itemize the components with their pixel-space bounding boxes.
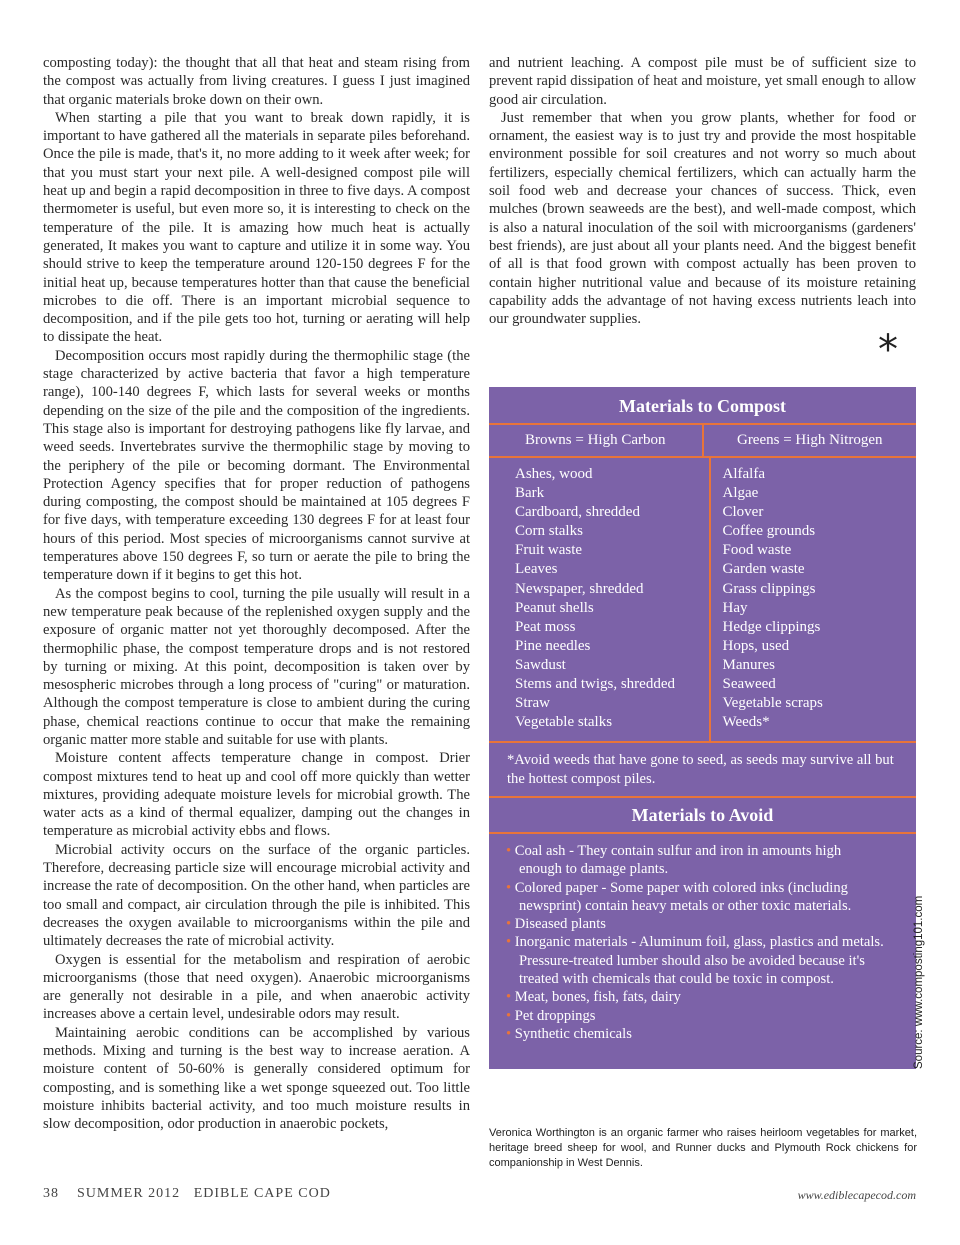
author-bio: Veronica Worthington is an organic farmer who raises heirloom vegetables for market, heritage breed sheep for wool, and Runner ducks and Plymouth Rock chickens for companionship in West Dennis. bbox=[489, 1127, 917, 1169]
paragraph: When starting a pile that you want to break down rapidly, it is important to have gathered all the materials in separate piles beforehand. Once the pile is made, that's it, no more adding to it week after week; for that you must start your next pile. A well-designed compost pile will heat up and begin a rapid decomposition in three to five days. A compost thermometer is useful, but even more so, it is interesting to check on the temperature of the pile. It is amazing how much heat is actually generated, It makes you want to capture and utilize it in some way. You should strive to keep the temperature around 120-150 degrees F for the initial heat up, because temperatures hotter than that cause the beneficial microbes to die off. There is an important microbial sequence to decomposition, and if the pile gets too hot, turning or aerating will help to dissipate the heat. bbox=[43, 109, 470, 346]
materials-lists bbox=[489, 458, 916, 741]
list-item: Stems and twigs, shredded bbox=[515, 676, 675, 693]
issue-label: SUMMER 2012 bbox=[77, 1186, 181, 1201]
end-mark-icon: * bbox=[878, 327, 898, 373]
avoid-item-text: Pet droppings bbox=[514, 1007, 596, 1024]
avoid-item-text: Inorganic materials - Aluminum foil, glass, plastics and metals. Pressure-treated lumber should also be avoided because it's treated with chemicals that could be toxic in compost. bbox=[514, 934, 884, 988]
list-item: Bark bbox=[515, 485, 545, 502]
paragraph: composting today): the thought that all that heat and steam rising from the compost was actually from living creatures. I guess I just imagined that organic materials broke down on their own. bbox=[43, 55, 470, 108]
magazine-name: EDIBLE CAPE COD bbox=[193, 1186, 331, 1201]
paragraph: and nutrient leaching. A compost pile must be of sufficient size to prevent rapid dissipation of heat and moisture, yet small enough to allow good air circulation. bbox=[489, 55, 916, 108]
list-item: Coffee grounds bbox=[722, 523, 816, 540]
paragraph: Moisture content affects temperature change in compost. Drier compost mixtures tend to heat up and cool off more quickly than wetter mixtures, providing adequate moisture levels for microbial growth. The water acts as a kind of thermal equalizer, damping out the changes in temperature as microbial activity ebbs and flows. bbox=[43, 750, 470, 840]
list-item: Food waste bbox=[722, 542, 792, 559]
column-headers bbox=[489, 425, 916, 456]
list-item: Vegetable stalks bbox=[515, 714, 613, 731]
list-item bbox=[505, 879, 886, 916]
list-item bbox=[505, 988, 886, 1006]
article-column-left bbox=[43, 54, 470, 1134]
list-item: Peanut shells bbox=[515, 599, 594, 616]
list-item: Hops, used bbox=[722, 637, 790, 654]
article-column-right bbox=[489, 54, 916, 328]
list-item: Sawdust bbox=[515, 656, 566, 673]
list-item: Seaweed bbox=[722, 676, 776, 693]
list-item: Weeds* bbox=[722, 714, 770, 731]
list-item: Alfalfa bbox=[722, 466, 765, 482]
list-item: Grass clippings bbox=[722, 580, 816, 597]
list-item bbox=[505, 1025, 886, 1043]
list-item: Newspaper, shredded bbox=[515, 580, 644, 597]
paragraph: Just remember that when you grow plants, whether for food or ornament, the easiest way is to just try and provide the most hospitable environment possible for soil creatures and not worry so much about fertilizers, especially chemical fertilizers, which can actually harm the soil food web and decrease your chances of success. Thick, even mulches (brown seaweeds are the best), and well-made compost, which is also a natural inoculation of the soil with microorganisms (gardeners' best friends), are just about all your plants need. And the biggest benefit of all is that food grown with compost actually has been proven to contain higher nutritional value and because of its moisture retaining capability adds the advantage of not having excess nutrients leach into our groundwater supplies. bbox=[489, 109, 916, 328]
sidebar-title: Materials to Compost bbox=[619, 396, 786, 416]
source-credit: Source: www.composting101.com bbox=[913, 895, 925, 1069]
greens-list bbox=[711, 458, 917, 741]
list-item: Hedge clippings bbox=[722, 618, 821, 635]
list-item: Hay bbox=[722, 599, 748, 616]
avoid-item-text: Synthetic chemicals bbox=[514, 1025, 632, 1042]
list-item: Algae bbox=[722, 485, 759, 502]
materials-sidebar bbox=[489, 387, 916, 1069]
list-item bbox=[505, 915, 886, 933]
browns-header: Browns = High Carbon bbox=[489, 425, 704, 456]
avoid-list bbox=[489, 834, 916, 1043]
list-item: Corn stalks bbox=[515, 523, 583, 540]
bullet-icon: • bbox=[506, 843, 512, 859]
list-item: Manures bbox=[722, 656, 775, 673]
list-item: Peat moss bbox=[515, 618, 576, 635]
paragraph: Microbial activity occurs on the surface of the organic particles. Therefore, decreasing particle size will encourage microbial activity and increase the rate of decomposition. On the other hand, when particles are too small and compact, air circulation through the pile is inhibited. This decreases the oxygen available to microorganisms within the pile and ultimately decreases the rate of microbial activity. bbox=[43, 841, 470, 950]
page-number: 38 bbox=[43, 1186, 59, 1201]
browns-list bbox=[489, 458, 711, 741]
bullet-icon: • bbox=[506, 934, 512, 951]
list-item bbox=[505, 842, 886, 879]
list-item bbox=[505, 1007, 886, 1025]
paragraph: Decomposition occurs most rapidly during the thermophilic stage (the stage characterized by active bacteria that favor a high temperature range), 100-140 degrees F, which lasts for several weeks or months depending on the size of the pile and the composition of the ingredients. This stage also is important for destroying pathogens like fly larvae, and weed seeds. Invertebrates survive the thermophilic stage by moving to the periphery of the pile or becoming dormant. The Environmental Protection Agency specifies that for proper reduction of pathogens during composting, the compost should be maintained at 105 degrees F for five days, with temperature exceeding 130 degrees F for at least four hours of this period. Most species of microorganisms cannot survive at temperatures above 150 degrees F, so turn or aerate the pile to bring the temperature down if it begins to get this hot. bbox=[43, 347, 470, 584]
list-item: Cardboard, shredded bbox=[515, 504, 640, 521]
list-item: Ashes, wood bbox=[515, 466, 593, 482]
list-item: Pine needles bbox=[515, 637, 591, 654]
bullet-icon: • bbox=[506, 989, 512, 1006]
list-item: Straw bbox=[515, 695, 550, 712]
avoid-item-text: Colored paper - Some paper with colored inks (including newsprint) contain heavy metals or other toxic materials. bbox=[514, 879, 852, 914]
list-item: Clover bbox=[722, 504, 764, 521]
bullet-icon: • bbox=[506, 1025, 512, 1042]
paragraph: As the compost begins to cool, turning the pile usually will result in a new temperature peak because of the replenished oxygen supply and the exposure of organic matter not yet thoroughly decomposed. After the thermophilic phase, the compost temperature drops and is not restored by turning or mixing. At this point, decomposition is taken over by mesospheric microbes through a long process of "curing" or maturation. Although the compost temperature is close to ambient during the curing phase, chemical reactions continue to occur that make the remaining organic matter more stable and suitable for use with plants. bbox=[43, 585, 470, 748]
magazine-url: www.ediblecapecod.com bbox=[797, 1188, 916, 1202]
avoid-title: Materials to Avoid bbox=[631, 805, 774, 825]
avoid-item-text: Coal ash - They contain sulfur and iron in amounts high enough to damage plants. bbox=[514, 843, 842, 878]
avoid-item-text: Meat, bones, fish, fats, dairy bbox=[514, 989, 681, 1006]
paragraph: Oxygen is essential for the metabolism and respiration of aerobic microorganisms (those that need oxygen). Anaerobic microorganisms are generally not desirable in a pile, and when anaerobic activity increases above a certain level, undesirable odors may result. bbox=[43, 951, 470, 1023]
list-item bbox=[505, 933, 886, 988]
list-item: Garden waste bbox=[722, 561, 805, 578]
bullet-icon: • bbox=[506, 916, 512, 933]
list-item: Vegetable scraps bbox=[722, 695, 823, 712]
bullet-icon: • bbox=[506, 879, 512, 896]
list-item: Fruit waste bbox=[515, 542, 583, 559]
paragraph: Maintaining aerobic conditions can be accomplished by various methods. Mixing and turning is the best way to increase aeration. A moisture content of 50-60% is generally considered optimum for composting, and is something like a wet sponge squeezed out. Too little moisture inhibits bacterial activity, and too much moisture results in slow decomposition, odor production in anaerobic pockets, bbox=[43, 1024, 470, 1133]
bullet-icon: • bbox=[506, 1007, 512, 1024]
list-item: Leaves bbox=[515, 561, 558, 578]
avoid-item-text: Diseased plants bbox=[514, 916, 606, 933]
greens-header: Greens = High Nitrogen bbox=[736, 432, 883, 448]
weeds-footnote: *Avoid weeds that have gone to seed, as seeds may survive all but the hottest compost piles. bbox=[507, 752, 894, 787]
page-footer-left bbox=[43, 1186, 331, 1202]
